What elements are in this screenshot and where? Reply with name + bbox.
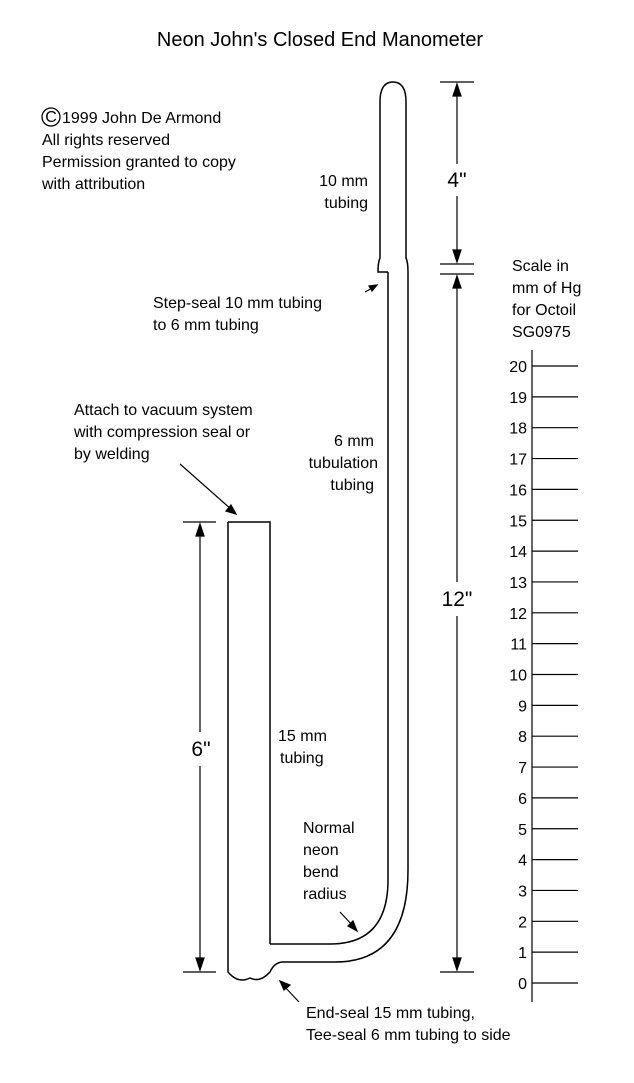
dim-short-arrow-up [196, 524, 204, 536]
dim-long-arrow-down [453, 958, 461, 970]
scale-heading-line-3: for Octoil [512, 302, 577, 319]
scale-heading-line-1: Scale in [512, 258, 569, 275]
copyright-line-4: with attribution [42, 176, 146, 193]
scale-ticks [509, 359, 578, 993]
label-end-seal-line-1: End-seal 15 mm tubing, [306, 1005, 475, 1022]
label-tubulation-line-1: 6 mm [334, 433, 374, 450]
label-attach-line-3: by welding [74, 446, 150, 463]
label-bend-line-1: Normal [303, 820, 355, 837]
label-tubulation-line-2: tubulation [308, 455, 378, 472]
scale-tick-label: 14 [509, 544, 527, 562]
scale-tick-label: 2 [518, 914, 527, 932]
label-step-seal-line-2: to 6 mm tubing [153, 317, 259, 334]
scale-tick-label: 5 [518, 821, 527, 839]
scale-tick-label: 0 [518, 976, 527, 993]
label-step-seal-line-1: Step-seal 10 mm tubing [153, 295, 322, 312]
copyright-symbol: C [45, 109, 57, 126]
copyright-block [41, 108, 236, 193]
leader-arrows [180, 285, 377, 1002]
dimension-lines [183, 82, 474, 972]
label-tubulation-line-3: tubing [330, 477, 374, 494]
scale-tick-label: 1 [518, 945, 527, 963]
scale-tick-label: 6 [518, 790, 527, 808]
label-attach-line-1: Attach to vacuum system [74, 402, 253, 419]
scale-tick-label: 4 [518, 852, 527, 870]
step-seal-arrowhead [369, 285, 377, 291]
label-15mm-line-2: tubing [280, 750, 324, 767]
dim-long-value: 12" [441, 588, 473, 611]
scale-tick-label: 3 [518, 883, 527, 901]
scale-tick-label: 15 [509, 513, 527, 531]
scale-tick-label: 13 [509, 574, 527, 592]
dim-top-value: 4" [447, 169, 467, 192]
dim-long-arrow-up [453, 276, 461, 288]
dim-top-arrow-up [453, 84, 461, 96]
label-15mm-line-1: 15 mm [278, 728, 327, 745]
dim-short-value: 6" [191, 738, 211, 761]
scale-tick-label: 8 [518, 729, 527, 747]
scale-tick-label: 18 [509, 420, 527, 438]
scale-heading [512, 258, 581, 341]
copyright-line-2: All rights reserved [42, 132, 171, 149]
label-bend-line-4: radius [303, 886, 347, 903]
dim-top-arrow-down [453, 250, 461, 262]
label-bend-line-3: bend [303, 864, 339, 881]
label-attach-line-2: with compression seal or [74, 424, 251, 441]
label-10mm-line-2: tubing [324, 195, 368, 212]
scale-tick-label: 12 [509, 605, 527, 623]
scale-tick-label: 20 [509, 359, 527, 376]
label-bend-line-2: neon [303, 842, 339, 859]
scale-tick-label: 17 [509, 451, 527, 469]
tube-top-cap [228, 522, 270, 944]
attach-arrow-line [180, 464, 232, 510]
scale-tick-label: 19 [509, 389, 527, 407]
label-10mm-line-1: 10 mm [319, 173, 368, 190]
scale-tick-label: 11 [510, 636, 527, 654]
scale-tick-label: 9 [518, 698, 527, 716]
scale-heading-line-2: mm of Hg [512, 280, 582, 297]
scale-tick-label: 7 [518, 760, 527, 778]
scale-tick-label: 10 [509, 667, 527, 685]
copyright-line-1: 1999 John De Armond [62, 110, 222, 127]
end-seal-arrowhead [280, 981, 290, 990]
label-end-seal-line-2: Tee-seal 6 mm tubing to side [306, 1027, 511, 1044]
scale-tick-label: 16 [509, 482, 527, 500]
dim-short-arrow-down [196, 958, 204, 970]
scale-heading-line-4: SG0975 [512, 324, 571, 341]
copyright-line-3: Permission granted to copy [42, 154, 236, 171]
diagram-title: Neon John's Closed End Manometer [156, 29, 484, 51]
